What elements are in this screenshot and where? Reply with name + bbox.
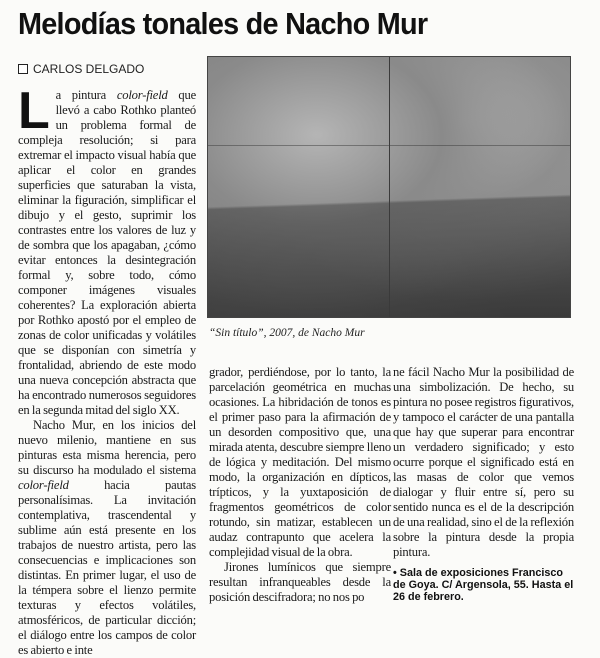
- checkbox-square-icon: [18, 64, 28, 74]
- photo-caption: [209, 327, 365, 339]
- article-column-2: [209, 365, 391, 605]
- article-column-1: [18, 82, 196, 658]
- text-segment: Nacho Mur, en los inicios del nuevo milenio, mantiene en sus pinturas esta misma herencia, pero su discurso ha modulado el sistema: [18, 418, 196, 477]
- paragraph: Jirones lumínicos que siempre resultan infranqueables desde la posición descifradora; no nos po: [209, 560, 391, 604]
- italic-term: color-field: [116, 88, 168, 102]
- headline: Melodías tonales de Nacho Mur: [18, 6, 428, 41]
- drop-cap: L: [18, 82, 50, 140]
- exhibition-info: [393, 567, 574, 603]
- article-column-3: [393, 365, 574, 603]
- paragraph-1: [18, 82, 196, 418]
- author-name: CARLOS DELGADO: [33, 62, 145, 76]
- italic-term: color-field: [18, 478, 69, 492]
- diptych-divider: [389, 57, 390, 317]
- caption-title: “Sin título”: [209, 327, 264, 339]
- paragraph-continued: grador, perdiéndose, por lo tanto, la parcelación geométrica en muchas ocasiones. La hibridación de tonos es el primer paso para la afirmación de un desorden compositivo que, una mirada atenta, descubre siempre lleno de lógica y meditación. Del mismo modo, la organización en dípticos, trípticos, y la yuxtaposición de fragmentos geométricos de color rotundo, sin matizar, establecen un audaz contrapunto que acelera la complejidad visual de la obra.: [209, 365, 391, 559]
- horizon-line: [208, 145, 570, 146]
- exhibition-details: • Sala de exposiciones Francisco de Goya. C/ Argensola, 55. Hasta el 26 de febrero.: [393, 567, 574, 603]
- text-segment: hacia pautas personalísimas. La invitación contemplativa, trascendental y sublime aún está presente en los trabajos de nuestro artista, pero las consecuencias e implicaciones son distintas. En primer lugar, el uso de la témpera sobre el lienzo permite texturas y efectos volátiles, atmosféricos, de particular dicción; el diálogo entre los campos de color es abierto e inte: [18, 478, 196, 657]
- artwork-photo: [207, 56, 571, 318]
- paragraph-2: [18, 418, 196, 658]
- text-segment: a pintura: [55, 88, 117, 102]
- caption-details: , 2007, de Nacho Mur: [263, 327, 365, 339]
- paragraph-continued: ne fácil Nacho Mur la posibilidad de una simbolización. De hecho, su pintura no posee registros figurativos, y tampoco el carácter de una pantalla que hay que superar para encontrar un verdadero significado; y esto ocurre porque el significado está en las masas de color que vemos dialogar y fluir entre sí, pero su sentido nunca es el de la descripción de una realidad, sino el de la reflexión sobre la pintura desde la propia pintura.: [393, 365, 574, 559]
- byline: [18, 62, 144, 76]
- text-segment: que llevó a cabo Rothko planteó un problema formal de compleja resolución; si para extremar el impacto visual había que aplicar el color en grandes superficies que saturaban la vista, eliminar la figuración, simplificar el dibujo y el gesto, suprimir los contrastes entre los valores de luz y de sombra que los apagaban, ¿cómo evitar entonces la desintegración formal y, sobre todo, cómo componer imágenes visuales coherentes? La exploración abierta por Rothko apostó por el empleo de zonas de color unificadas y volátiles que se disponían con simetría y frontalidad, abriendo de este modo una nueva concepción abstracta que ha encontrado numerosos seguidores en la segunda mitad del siglo XX.: [18, 88, 196, 417]
